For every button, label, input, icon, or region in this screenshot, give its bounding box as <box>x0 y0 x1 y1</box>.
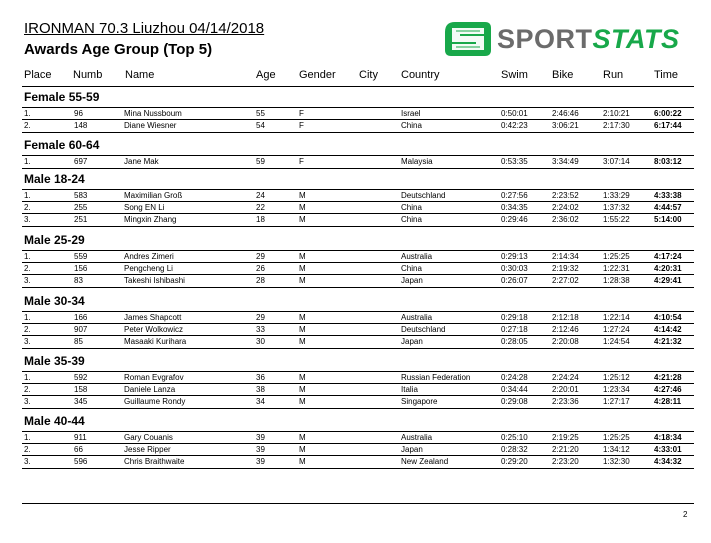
cell-time: 4:14:42 <box>654 325 682 334</box>
cell-age: 18 <box>256 215 265 224</box>
cell-age: 26 <box>256 264 265 273</box>
cell-name: James Shapcott <box>124 313 182 322</box>
cell-place: 3. <box>24 457 31 466</box>
cell-run: 1:28:38 <box>603 276 630 285</box>
sportstats-s-icon <box>445 20 491 58</box>
cell-run: 1:25:12 <box>603 373 630 382</box>
cell-place: 2. <box>24 325 31 334</box>
cell-age: 30 <box>256 337 265 346</box>
cell-name: Peter Wolkowicz <box>124 325 183 334</box>
cell-gender: M <box>299 445 306 454</box>
cell-place: 1. <box>24 313 31 322</box>
cell-numb: 85 <box>74 337 83 346</box>
group-title: Female 55-59 <box>24 90 100 104</box>
cell-place: 1. <box>24 373 31 382</box>
cell-run: 1:22:31 <box>603 264 630 273</box>
cell-name: Andres Zimeri <box>124 252 174 261</box>
cell-numb: 592 <box>74 373 88 382</box>
cell-age: 24 <box>256 191 265 200</box>
cell-run: 1:25:25 <box>603 252 630 261</box>
table-row <box>22 274 694 288</box>
cell-gender: M <box>299 313 306 322</box>
cell-gender: M <box>299 276 306 285</box>
cell-swim: 0:29:13 <box>501 252 528 261</box>
cell-bike: 2:23:52 <box>552 191 579 200</box>
cell-run: 1:27:17 <box>603 397 630 406</box>
cell-place: 3. <box>24 397 31 406</box>
cell-age: 39 <box>256 445 265 454</box>
cell-run: 3:07:14 <box>603 157 630 166</box>
cell-swim: 0:42:23 <box>501 121 528 130</box>
cell-country: Italia <box>401 385 418 394</box>
cell-place: 2. <box>24 121 31 130</box>
cell-country: China <box>401 121 422 130</box>
cell-name: Roman Evgrafov <box>124 373 184 382</box>
cell-bike: 3:34:49 <box>552 157 579 166</box>
page-subtitle: Awards Age Group (Top 5) <box>24 41 213 58</box>
cell-place: 1. <box>24 157 31 166</box>
cell-country: China <box>401 203 422 212</box>
cell-age: 54 <box>256 121 265 130</box>
cell-place: 1. <box>24 109 31 118</box>
cell-bike: 3:06:21 <box>552 121 579 130</box>
cell-numb: 345 <box>74 397 88 406</box>
cell-time: 4:44:57 <box>654 203 682 212</box>
cell-swim: 0:30:03 <box>501 264 528 273</box>
cell-time: 4:27:46 <box>654 385 682 394</box>
column-header-name: Name <box>125 69 155 81</box>
cell-country: Singapore <box>401 397 438 406</box>
cell-gender: F <box>299 109 304 118</box>
cell-gender: M <box>299 215 306 224</box>
column-header-run: Run <box>603 69 624 81</box>
cell-age: 39 <box>256 457 265 466</box>
table-row <box>22 213 694 227</box>
cell-gender: M <box>299 191 306 200</box>
group-title: Male 40-44 <box>24 414 85 428</box>
cell-gender: F <box>299 121 304 130</box>
cell-name: Gary Couanis <box>124 433 173 442</box>
cell-gender: M <box>299 385 306 394</box>
cell-swim: 0:50:01 <box>501 109 528 118</box>
cell-run: 1:25:25 <box>603 433 630 442</box>
cell-gender: M <box>299 397 306 406</box>
cell-bike: 2:20:01 <box>552 385 579 394</box>
cell-gender: M <box>299 252 306 261</box>
cell-name: Takeshi Ishibashi <box>124 276 185 285</box>
cell-country: Japan <box>401 276 423 285</box>
cell-swim: 0:28:32 <box>501 445 528 454</box>
cell-run: 1:24:54 <box>603 337 630 346</box>
cell-name: Chris Braithwaite <box>124 457 185 466</box>
cell-swim: 0:25:10 <box>501 433 528 442</box>
cell-country: Japan <box>401 337 423 346</box>
cell-country: Israel <box>401 109 421 118</box>
column-header-place: Place <box>24 69 52 81</box>
cell-swim: 0:26:07 <box>501 276 528 285</box>
cell-run: 2:17:30 <box>603 121 630 130</box>
cell-place: 3. <box>24 276 31 285</box>
cell-name: Song EN Li <box>124 203 165 212</box>
cell-swim: 0:53:35 <box>501 157 528 166</box>
cell-country: Australia <box>401 252 433 261</box>
header-divider <box>22 86 694 87</box>
cell-bike: 2:24:24 <box>552 373 579 382</box>
cell-swim: 0:29:18 <box>501 313 528 322</box>
column-header-swim: Swim <box>501 69 528 81</box>
cell-age: 22 <box>256 203 265 212</box>
cell-name: Mingxin Zhang <box>124 215 177 224</box>
cell-numb: 158 <box>74 385 88 394</box>
group-title: Male 18-24 <box>24 172 85 186</box>
cell-numb: 583 <box>74 191 88 200</box>
cell-time: 4:21:32 <box>654 337 682 346</box>
cell-time: 4:34:32 <box>654 457 682 466</box>
cell-run: 1:23:34 <box>603 385 630 394</box>
group-title: Male 25-29 <box>24 233 85 247</box>
cell-time: 5:14:00 <box>654 215 682 224</box>
cell-age: 29 <box>256 313 265 322</box>
cell-country: Deutschland <box>401 191 446 200</box>
group-title: Female 60-64 <box>24 138 100 152</box>
cell-swim: 0:34:35 <box>501 203 528 212</box>
cell-bike: 2:27:02 <box>552 276 579 285</box>
cell-country: Japan <box>401 445 423 454</box>
cell-place: 3. <box>24 337 31 346</box>
cell-name: Jesse Ripper <box>124 445 171 454</box>
cell-age: 36 <box>256 373 265 382</box>
page-number: 2 <box>683 510 688 519</box>
cell-bike: 2:21:20 <box>552 445 579 454</box>
cell-bike: 2:46:46 <box>552 109 579 118</box>
cell-swim: 0:29:46 <box>501 215 528 224</box>
column-header-gender: Gender <box>299 69 336 81</box>
cell-country: Australia <box>401 313 433 322</box>
cell-bike: 2:19:32 <box>552 264 579 273</box>
column-header-age: Age <box>256 69 276 81</box>
cell-place: 3. <box>24 215 31 224</box>
cell-name: Maximilian Groß <box>124 191 183 200</box>
cell-name: Daniele Lanza <box>124 385 176 394</box>
cell-numb: 907 <box>74 325 88 334</box>
cell-bike: 2:12:46 <box>552 325 579 334</box>
footer-divider <box>22 503 694 504</box>
cell-name: Guillaume Rondy <box>124 397 186 406</box>
cell-country: Deutschland <box>401 325 446 334</box>
cell-time: 4:17:24 <box>654 252 682 261</box>
cell-numb: 96 <box>74 109 83 118</box>
cell-country: Russian Federation <box>401 373 471 382</box>
cell-place: 1. <box>24 252 31 261</box>
cell-time: 4:33:38 <box>654 191 682 200</box>
cell-place: 1. <box>24 433 31 442</box>
cell-run: 1:33:29 <box>603 191 630 200</box>
cell-numb: 596 <box>74 457 88 466</box>
table-row <box>22 119 694 133</box>
cell-swim: 0:27:56 <box>501 191 528 200</box>
cell-bike: 2:19:25 <box>552 433 579 442</box>
cell-gender: M <box>299 264 306 273</box>
cell-swim: 0:29:20 <box>501 457 528 466</box>
cell-gender: M <box>299 203 306 212</box>
cell-time: 4:29:41 <box>654 276 682 285</box>
cell-gender: M <box>299 433 306 442</box>
logo-text-sport: SPORT <box>497 24 593 54</box>
group-title: Male 30-34 <box>24 294 85 308</box>
cell-gender: M <box>299 337 306 346</box>
cell-bike: 2:23:36 <box>552 397 579 406</box>
cell-numb: 166 <box>74 313 88 322</box>
cell-country: New Zealand <box>401 457 449 466</box>
cell-numb: 148 <box>74 121 88 130</box>
cell-run: 1:34:12 <box>603 445 630 454</box>
cell-bike: 2:14:34 <box>552 252 579 261</box>
cell-run: 1:37:32 <box>603 203 630 212</box>
column-header-city: City <box>359 69 378 81</box>
column-header-country: Country <box>401 69 440 81</box>
page-title: IRONMAN 70.3 Liuzhou 04/14/2018 <box>24 20 265 37</box>
logo-text-stats: STATS <box>592 24 680 54</box>
cell-name: Diane Wiesner <box>124 121 177 130</box>
cell-bike: 2:36:02 <box>552 215 579 224</box>
cell-time: 6:17:44 <box>654 121 682 130</box>
cell-place: 2. <box>24 445 31 454</box>
cell-run: 1:27:24 <box>603 325 630 334</box>
cell-name: Pengcheng Li <box>124 264 173 273</box>
cell-time: 4:33:01 <box>654 445 682 454</box>
cell-age: 33 <box>256 325 265 334</box>
cell-place: 2. <box>24 264 31 273</box>
table-row <box>22 335 694 349</box>
cell-name: Mina Nussboum <box>124 109 182 118</box>
cell-time: 4:21:28 <box>654 373 682 382</box>
cell-time: 4:18:34 <box>654 433 682 442</box>
cell-country: China <box>401 215 422 224</box>
cell-time: 4:10:54 <box>654 313 682 322</box>
cell-place: 2. <box>24 203 31 212</box>
cell-age: 34 <box>256 397 265 406</box>
cell-bike: 2:12:18 <box>552 313 579 322</box>
cell-age: 28 <box>256 276 265 285</box>
cell-gender: M <box>299 457 306 466</box>
cell-numb: 156 <box>74 264 88 273</box>
cell-country: Malaysia <box>401 157 433 166</box>
cell-gender: F <box>299 157 304 166</box>
cell-run: 1:22:14 <box>603 313 630 322</box>
table-row <box>22 155 694 169</box>
cell-name: Jane Mak <box>124 157 159 166</box>
cell-swim: 0:28:05 <box>501 337 528 346</box>
cell-swim: 0:29:08 <box>501 397 528 406</box>
cell-numb: 697 <box>74 157 88 166</box>
cell-time: 8:03:12 <box>654 157 682 166</box>
cell-run: 2:10:21 <box>603 109 630 118</box>
cell-age: 59 <box>256 157 265 166</box>
cell-bike: 2:20:08 <box>552 337 579 346</box>
cell-bike: 2:23:20 <box>552 457 579 466</box>
cell-gender: M <box>299 373 306 382</box>
cell-run: 1:32:30 <box>603 457 630 466</box>
column-header-time: Time <box>654 69 679 81</box>
cell-place: 1. <box>24 191 31 200</box>
sportstats-logo <box>445 20 695 58</box>
cell-time: 4:28:11 <box>654 397 682 406</box>
cell-swim: 0:24:28 <box>501 373 528 382</box>
cell-bike: 2:24:02 <box>552 203 579 212</box>
cell-swim: 0:27:18 <box>501 325 528 334</box>
table-row <box>22 395 694 409</box>
cell-age: 29 <box>256 252 265 261</box>
cell-time: 6:00:22 <box>654 109 682 118</box>
cell-age: 38 <box>256 385 265 394</box>
cell-numb: 66 <box>74 445 83 454</box>
cell-country: China <box>401 264 422 273</box>
cell-place: 2. <box>24 385 31 394</box>
cell-country: Australia <box>401 433 433 442</box>
column-header-numb: Numb <box>73 69 103 81</box>
cell-gender: M <box>299 325 306 334</box>
column-header-bike: Bike <box>552 69 574 81</box>
cell-numb: 255 <box>74 203 88 212</box>
cell-numb: 251 <box>74 215 88 224</box>
group-title: Male 35-39 <box>24 354 85 368</box>
cell-numb: 83 <box>74 276 83 285</box>
cell-numb: 911 <box>74 433 87 442</box>
cell-time: 4:20:31 <box>654 264 682 273</box>
table-row <box>22 455 694 469</box>
cell-age: 39 <box>256 433 265 442</box>
cell-age: 55 <box>256 109 265 118</box>
cell-swim: 0:34:44 <box>501 385 528 394</box>
cell-run: 1:55:22 <box>603 215 630 224</box>
cell-numb: 559 <box>74 252 88 261</box>
cell-name: Masaaki Kurihara <box>124 337 187 346</box>
